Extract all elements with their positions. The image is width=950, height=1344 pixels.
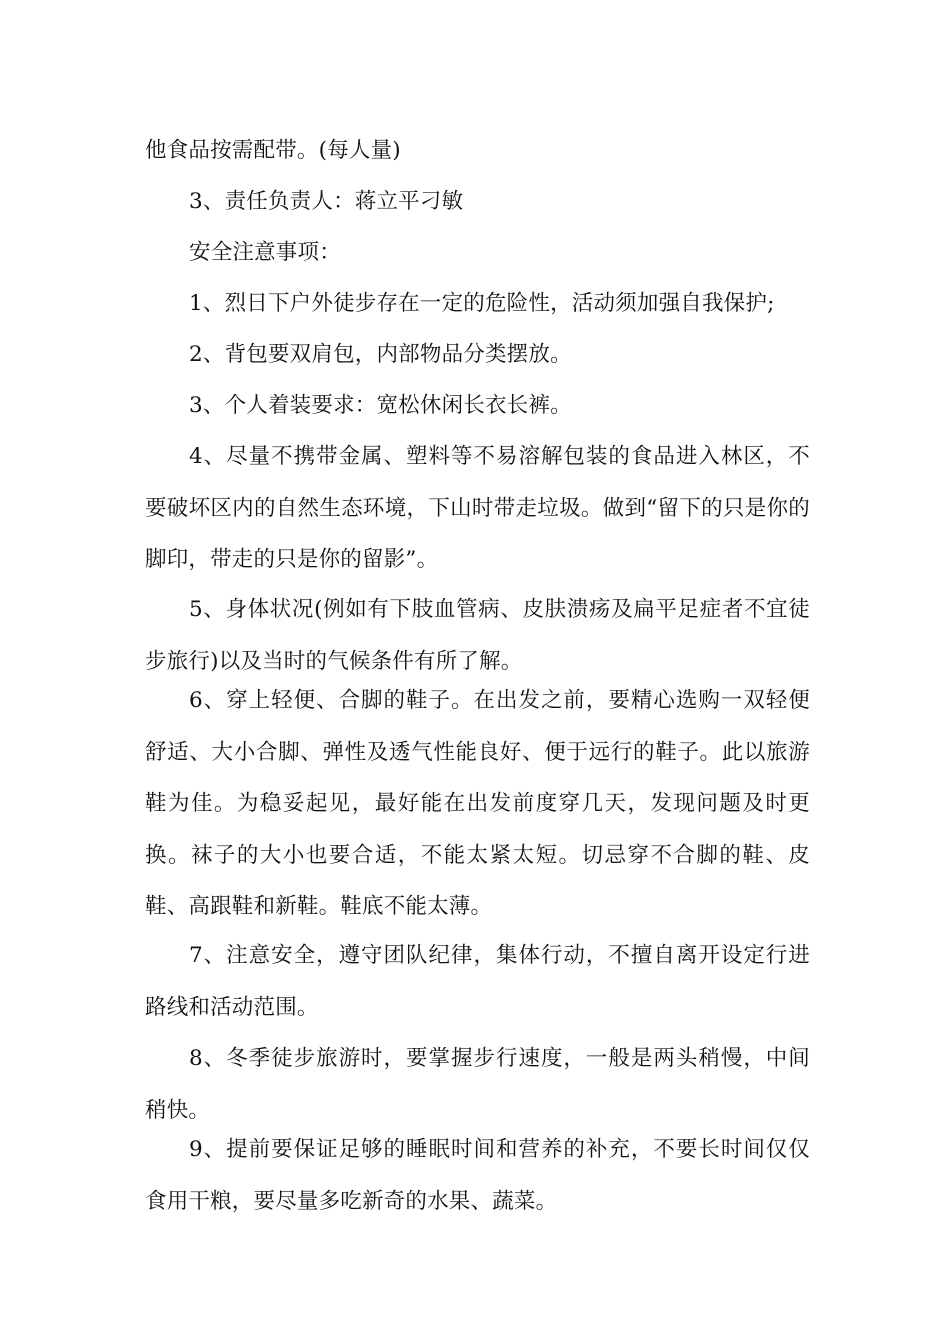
safety-item-2: 2、背包要双肩包，内部物品分类摆放。: [189, 342, 572, 367]
section-heading-safety: 安全注意事项：: [189, 240, 341, 265]
safety-item-1: 1、烈日下户外徒步存在一定的危险性，活动须加强自我保护;: [189, 291, 775, 316]
paragraph-responsible-person: 3、责任负责人：蒋立平刁敏: [189, 189, 464, 214]
paragraph-continuation: 他食品按需配带。(每人量): [145, 138, 401, 163]
safety-item-3: 3、个人着装要求：宽松休闲长衣长裤。: [189, 393, 572, 418]
safety-item-4: 4、尽量不携带金属、塑料等不易溶解包装的食品进入林区，不要破坏区内的自然生态环境，下山时带走垃圾。做到“留下的只是你的脚印，带走的只是你的留影”。: [145, 444, 810, 572]
safety-item-5: 5、身体状况(例如有下肢血管病、皮肤溃疡及扁平足症者不宜徒步旅行)以及当时的气候条件有所了解。: [145, 597, 810, 674]
safety-item-8: 8、冬季徒步旅游时，要掌握步行速度，一般是两头稍慢，中间稍快。: [145, 1046, 810, 1123]
safety-item-9: 9、提前要保证足够的睡眠时间和营养的补充，不要长时间仅仅食用干粮，要尽量多吃新奇的水果、蔬菜。: [145, 1137, 810, 1214]
safety-item-6: 6、穿上轻便、合脚的鞋子。在出发之前，要精心选购一双轻便舒适、大小合脚、弹性及透气性能良好、便于远行的鞋子。此以旅游鞋为佳。为稳妥起见，最好能在出发前度穿几天，发现问题及时更换。袜子的大小也要合适，不能太紧太短。切忌穿不合脚的鞋、皮鞋、高跟鞋和新鞋。鞋底不能太薄。: [145, 688, 810, 919]
safety-item-7: 7、注意安全，遵守团队纪律，集体行动，不擅自离开设定行进路线和活动范围。: [145, 943, 810, 1020]
